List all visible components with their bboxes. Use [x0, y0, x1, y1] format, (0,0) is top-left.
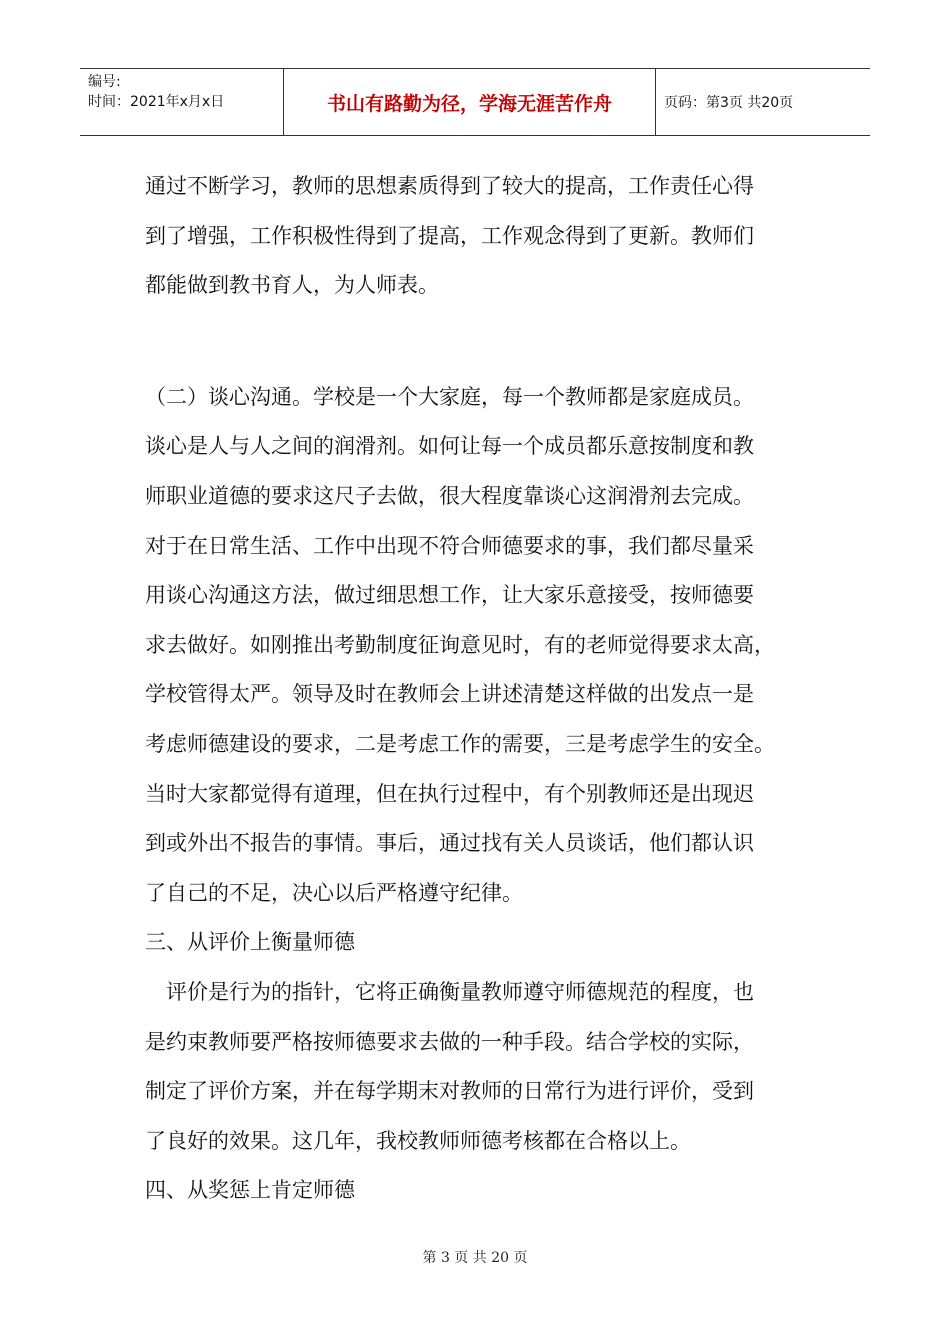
- document-number-label: 编号:: [88, 74, 121, 90]
- text-line: 都能做到教书育人，为人师表。: [145, 273, 439, 298]
- paragraph-spacer: [145, 314, 835, 376]
- page-footer: 第 3 页 共 20 页: [422, 1250, 528, 1266]
- text-line: 了良好的效果。这几年，我校教师师德考核都在合格以上。: [145, 1128, 691, 1153]
- text-line: 到或外出不报告的事情。事后，通过找有关人员谈话，他们都认识: [145, 831, 754, 856]
- text-line: 考虑师德建设的要求，二是考虑工作的需要，三是考虑学生的安全。: [145, 731, 775, 756]
- text-line: （二）谈心沟通。学校是一个大家庭，每一个教师都是家庭成员。: [145, 384, 754, 409]
- text-line: 用谈心沟通这方法，做过细思想工作，让大家乐意接受，按师德要: [145, 583, 754, 608]
- text-line: 对于在日常生活、工作中出现不符合师德要求的事，我们都尽量采: [145, 533, 754, 558]
- paragraph: [145, 376, 835, 922]
- header-page-info: 页码：第3页 共20页: [664, 95, 794, 111]
- text-line: 评价是行为的指针，它将正确衡量教师遵守师德规范的程度，也: [145, 979, 754, 1004]
- paragraph: [145, 921, 835, 1219]
- text-line: 师职业道德的要求这尺子去做，很大程度靠谈心这润滑剂去完成。: [145, 483, 754, 508]
- text-line: 学校管得太严。领导及时在教师会上讲述清楚这样做的出发点一是: [145, 682, 754, 707]
- text-line: 谈心是人与人之间的润滑剂。如何让每一个成员都乐意按制度和教: [145, 434, 754, 459]
- section-heading: 四、从奖惩上肯定师德: [145, 1178, 355, 1203]
- text-line: 通过不断学习，教师的思想素质得到了较大的提高，工作责任心得: [145, 174, 754, 198]
- page-header: [80, 68, 870, 136]
- paragraph: [145, 165, 835, 314]
- text-line: 到了增强，工作积极性得到了提高，工作观念得到了更新。教师们: [145, 223, 754, 248]
- header-motto: 书山有路勤为径，学海无涯苦作舟: [283, 69, 656, 135]
- text-line: 求去做好。如刚推出考勤制度征询意见时，有的老师觉得要求太高，: [145, 632, 775, 657]
- text-line: 制定了评价方案，并在每学期末对教师的日常行为进行评价，受到: [145, 1079, 754, 1104]
- document-date-label: 时间：2021年x月x日: [88, 94, 225, 110]
- text-line: 是约束教师要严格按师德要求去做的一种手段。结合学校的实际，: [145, 1029, 754, 1054]
- header-meta: [80, 69, 283, 135]
- section-heading: 三、从评价上衡量师德: [145, 930, 355, 955]
- text-line: 了自己的不足，决心以后严格遵守纪律。: [145, 880, 523, 905]
- document-body: [145, 165, 835, 1219]
- text-line: 当时大家都觉得有道理，但在执行过程中，有个别教师还是出现迟: [145, 781, 754, 806]
